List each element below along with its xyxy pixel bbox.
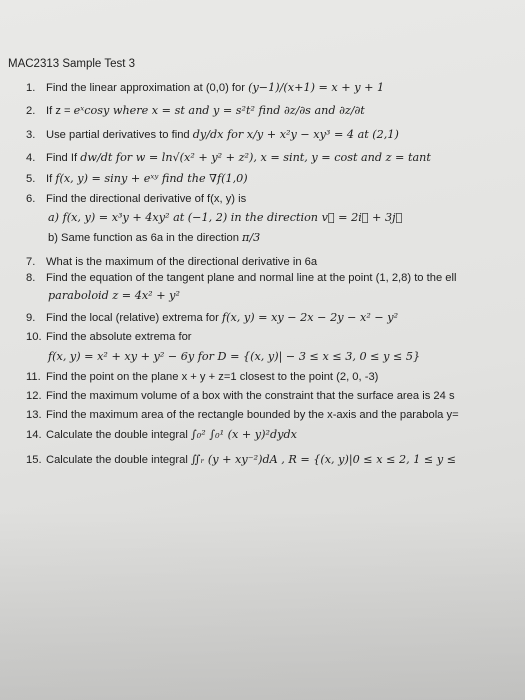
question-4 (26, 151, 525, 165)
question-14 (26, 428, 525, 442)
question-text: What is the maximum of the directional derivative in 6a (46, 256, 318, 268)
question-12 (26, 389, 525, 403)
question-math: ∬ᵣ (y + xy⁻²)dA , R = {(x, y)|0 ≤ x ≤ 2, 1 ≤ y ≤ (190, 453, 457, 466)
question-text: Calculate the double integral (46, 429, 191, 441)
question-math: dy/dx for x/y + x²y − xy³ = 4 at (2,1) (192, 128, 399, 141)
question-text: Find the equation of the tangent plane and normal line at the point (1, 2,8) to the ell (46, 272, 457, 284)
question-2 (26, 104, 525, 118)
question-number: 15. (26, 454, 42, 466)
question-7 (26, 255, 525, 269)
question-1 (26, 81, 525, 95)
question-number: 14. (26, 429, 42, 441)
question-11 (26, 370, 525, 384)
question-8 (26, 271, 525, 285)
question-number: 7. (26, 256, 36, 268)
question-number: 11. (26, 371, 41, 383)
question-math: (y−1)/(x+1) = x + y + 1 (248, 81, 385, 94)
question-math: ∫₀² ∫₀¹ (x + y)²dydx (190, 428, 297, 441)
question-number: 9. (26, 312, 36, 324)
question-text: Find the directional derivative of f(x, y) is (46, 193, 247, 205)
question-6a: a) f(x, y) = x³y + 4xy² at (−1, 2) in the direction v⃗ = 2i⃗ + 3j⃗ (48, 211, 403, 224)
question-text: If z = (46, 105, 74, 117)
question-8-continued: paraboloid z = 4x² + y² (48, 289, 180, 302)
question-text: Find the maximum volume of a box with the constraint that the surface area is 24 s (46, 390, 455, 402)
question-6b-text: b) Same function as 6a in the direction (48, 232, 243, 244)
question-math: eˣcosy where x = st and y = s²t² find ∂z/∂s and ∂z/∂t (73, 104, 365, 117)
question-math: f(x, y) = xy − 2x − 2y − x² − y² (221, 311, 399, 324)
question-5 (26, 172, 525, 186)
question-6b-math: π/3 (242, 231, 261, 244)
question-number: 2. (26, 105, 36, 117)
question-text: Find the maximum area of the rectangle bounded by the x-axis and the parabola y= (46, 409, 459, 421)
question-number: 10. (26, 331, 42, 343)
question-text: Use partial derivatives to find (46, 129, 193, 141)
question-math: f(x, y) = siny + eˣʸ find the ∇f(1,0) (55, 172, 248, 185)
question-number: 6. (26, 193, 36, 205)
question-number: 4. (26, 152, 36, 164)
question-10-continued: f(x, y) = x² + xy + y² − 6y for D = {(x, y)| − 3 ≤ x ≤ 3, 0 ≤ y ≤ 5} (48, 350, 421, 363)
question-6b (48, 231, 260, 244)
question-math: dw/dt for w = ln√(x² + y² + z²), x = sint, y = cost and z = tant (80, 151, 431, 164)
question-text: If (46, 173, 56, 185)
question-10 (26, 330, 525, 344)
question-text: Find the local (relative) extrema for (46, 312, 222, 324)
question-number: 13. (26, 409, 42, 421)
question-text: Find If (46, 152, 81, 164)
question-number: 5. (26, 173, 36, 185)
question-number: 12. (26, 390, 42, 402)
question-number: 1. (26, 82, 36, 94)
question-text: Find the point on the plane x + y + z=1 closest to the point (2, 0, -3) (46, 371, 379, 383)
question-9 (26, 311, 525, 325)
question-number: 3. (26, 129, 36, 141)
bottom-shadow (0, 510, 525, 700)
question-text: Calculate the double integral (46, 454, 191, 466)
question-number: 8. (26, 272, 36, 284)
question-text: Find the linear approximation at (0,0) for (46, 82, 249, 94)
question-15 (26, 453, 525, 467)
question-text: Find the absolute extrema for (46, 331, 192, 343)
question-13 (26, 408, 525, 422)
question-3 (26, 128, 525, 142)
question-6 (26, 192, 525, 206)
page-title: MAC2313 Sample Test 3 (8, 58, 135, 70)
